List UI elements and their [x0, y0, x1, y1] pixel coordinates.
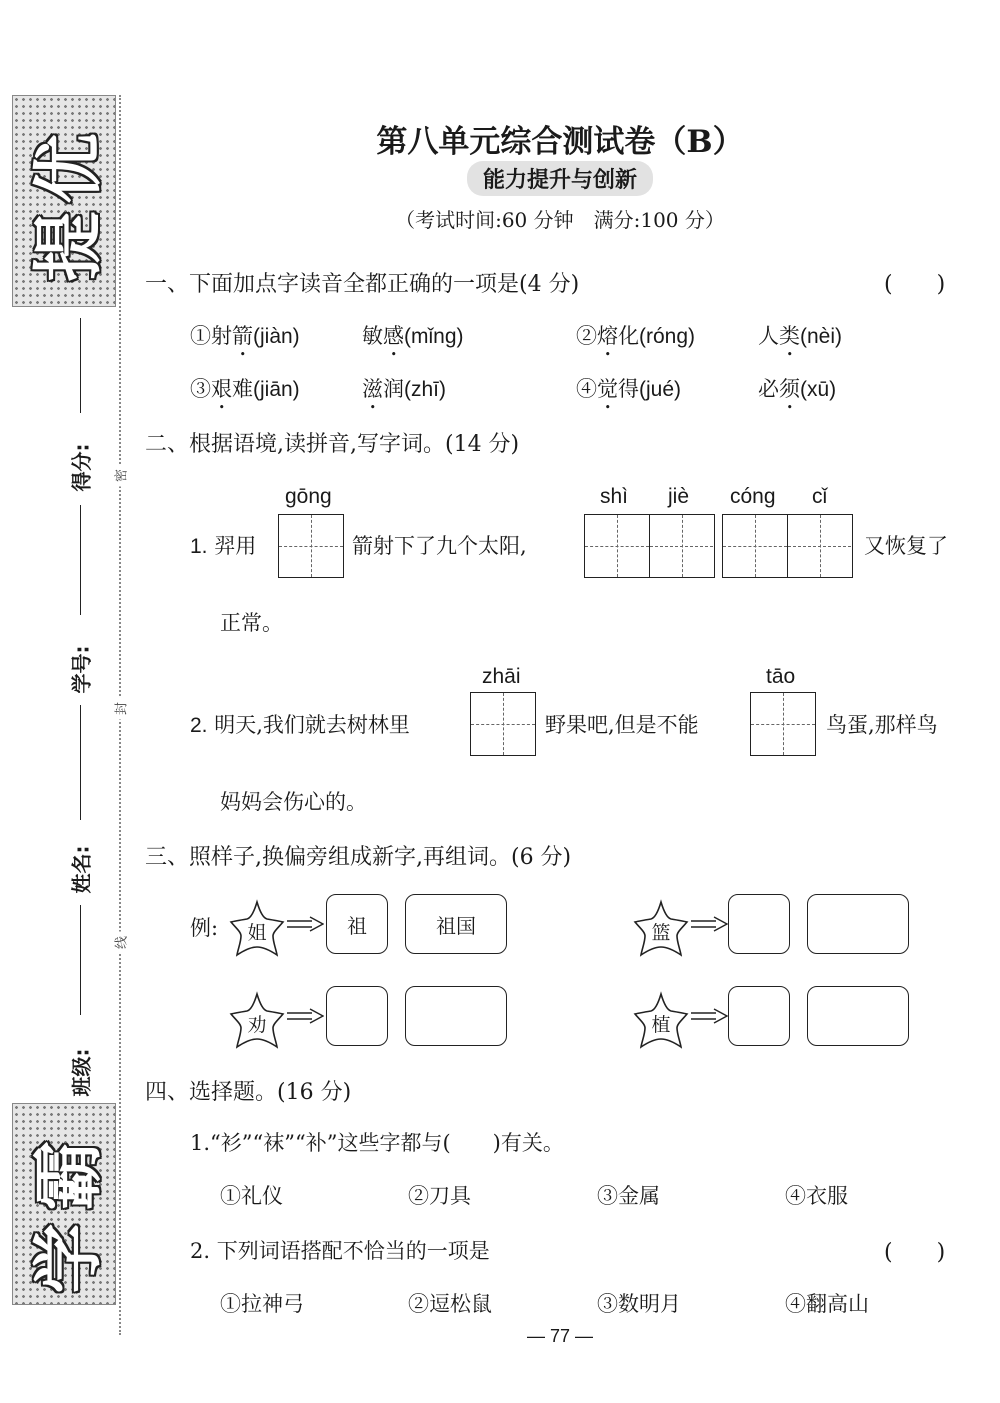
- grid-cell[interactable]: [279, 515, 343, 577]
- q2-item1-text-c: 又恢复了: [864, 534, 948, 558]
- q4-question-2: 2. 下列词语搭配不恰当的一项是: [190, 1239, 490, 1263]
- margin-line: [80, 905, 81, 1015]
- answer-word-box-quan[interactable]: [405, 986, 507, 1046]
- grid-cell[interactable]: [471, 693, 535, 755]
- top-char-2: 优: [27, 133, 110, 204]
- q1-option-3-word-2: 滋润(zhī): [362, 377, 446, 401]
- q4-q2-option-1[interactable]: ①拉神弓: [220, 1292, 304, 1316]
- pinyin-gong: gōng: [285, 485, 332, 508]
- example-word-box: 祖国: [405, 894, 507, 954]
- writing-grid-congci[interactable]: [722, 514, 853, 578]
- q1-option-4-word-2: 必须(xū): [758, 377, 837, 401]
- writing-grid-zhai[interactable]: [470, 692, 536, 756]
- q3-heading: 三、照样子,换偏旁组成新字,再组词。(6 分): [145, 845, 572, 870]
- q4-q1-option-1[interactable]: ①礼仪: [220, 1184, 283, 1208]
- double-arrow-icon: [690, 916, 728, 932]
- pinyin-jie: jiè: [668, 485, 690, 508]
- q4-question-1: 1.“衫”“袜”“补”这些字都与( )有关。: [190, 1131, 564, 1155]
- q4-heading: 四、选择题。(16 分): [145, 1080, 352, 1105]
- star-quan: [226, 990, 288, 1052]
- q2-item2-text-c: 鸟蛋,那样鸟: [826, 713, 938, 737]
- q2-item1-num: 1. 羿用: [190, 534, 257, 558]
- grid-cell[interactable]: [787, 515, 851, 577]
- q4-q2-option-4[interactable]: ④翻高山: [785, 1292, 869, 1316]
- star-zhi: [630, 990, 692, 1052]
- class-label: 班级:: [69, 1048, 94, 1097]
- grid-cell[interactable]: [723, 515, 787, 577]
- bottom-char-1: 学: [27, 1223, 110, 1294]
- answer-word-box-zhi[interactable]: [807, 986, 909, 1046]
- q2-item2-text-a: 2. 明天,我们就去树林里: [190, 713, 410, 737]
- q4-q2-option-3[interactable]: ③数明月: [597, 1292, 681, 1316]
- q4-q1-option-4[interactable]: ④衣服: [785, 1184, 848, 1208]
- pinyin-zhai: zhāi: [482, 665, 521, 688]
- q4-q2-answer-paren[interactable]: ( ): [884, 1240, 946, 1265]
- q2-heading: 二、根据语境,读拼音,写字词。(14 分): [145, 432, 520, 457]
- margin-line: [80, 505, 81, 615]
- page-title: 第八单元综合测试卷（B）: [376, 124, 744, 160]
- q1-option-3[interactable]: ③艰难(jiān): [190, 377, 300, 401]
- q4-q2-option-2[interactable]: ②逗松鼠: [408, 1292, 492, 1316]
- grid-cell[interactable]: [751, 693, 815, 755]
- q1-option-2-word-2: 人类(nèi): [758, 324, 843, 348]
- answer-word-box-lan[interactable]: [807, 894, 909, 954]
- bottom-char-2: 霸: [27, 1140, 110, 1211]
- double-arrow-icon: [286, 1008, 324, 1024]
- seal-char-feng: 封: [111, 698, 130, 720]
- seal-char-xian: 线: [111, 932, 130, 954]
- answer-char-box-zhi[interactable]: [728, 986, 790, 1046]
- name-label: 姓名:: [69, 845, 94, 894]
- pinyin-ci: cǐ: [812, 485, 828, 508]
- writing-grid-shijie[interactable]: [584, 514, 715, 578]
- pinyin-tao: tāo: [766, 665, 796, 688]
- star-char: 劝: [247, 1014, 267, 1036]
- q1-option-2[interactable]: ②熔化(róng): [576, 324, 696, 348]
- margin-line: [80, 705, 81, 820]
- q1-option-1[interactable]: ①射箭(jiàn): [190, 324, 300, 348]
- double-arrow-icon: [286, 916, 324, 932]
- pinyin-cong: cóng: [730, 485, 776, 508]
- grid-cell[interactable]: [649, 515, 713, 577]
- q2-item2-text-d: 妈妈会伤心的。: [220, 790, 367, 814]
- writing-grid-tao[interactable]: [750, 692, 816, 756]
- q1-answer-paren[interactable]: ( ): [884, 272, 946, 297]
- exam-info: （考试时间:60 分钟 满分:100 分）: [395, 208, 725, 232]
- answer-char-box-quan[interactable]: [326, 986, 388, 1046]
- subtitle-badge: 能力提升与创新: [467, 161, 653, 196]
- q1-option-4[interactable]: ④觉得(jué): [576, 377, 682, 401]
- grid-cell[interactable]: [585, 515, 649, 577]
- top-char-1: 提: [27, 211, 110, 282]
- margin-line: [80, 318, 81, 413]
- pinyin-shi: shì: [600, 485, 629, 508]
- star-char: 篮: [651, 922, 671, 944]
- star-lan: [630, 898, 692, 960]
- score-label: 得分:: [69, 443, 94, 492]
- q2-item2-text-b: 野果吧,但是不能: [545, 713, 699, 737]
- q1-heading: 一、下面加点字读音全都正确的一项是(4 分): [145, 272, 580, 297]
- star-char: 姐: [247, 922, 267, 944]
- answer-char-box-lan[interactable]: [728, 894, 790, 954]
- example-new-char-box: 祖: [326, 894, 388, 954]
- student-id-label: 学号:: [69, 645, 94, 694]
- q2-item1-text-d: 正常。: [220, 611, 283, 635]
- q2-item1-text-b: 箭射下了九个太阳,: [352, 534, 527, 558]
- double-arrow-icon: [690, 1008, 728, 1024]
- subtitle-wrap: [120, 161, 1000, 196]
- q1-option-1-word-2: 敏感(mǐng): [362, 324, 464, 348]
- page-number: — 77 —: [526, 1326, 594, 1346]
- writing-grid-gong[interactable]: [278, 514, 344, 578]
- q4-q1-option-2[interactable]: ②刀具: [408, 1184, 471, 1208]
- star-example: [226, 898, 288, 960]
- star-char: 植: [651, 1014, 671, 1036]
- example-label: 例:: [190, 916, 219, 940]
- q4-q1-option-3[interactable]: ③金属: [597, 1184, 660, 1208]
- seal-char-mi: 密: [111, 465, 130, 487]
